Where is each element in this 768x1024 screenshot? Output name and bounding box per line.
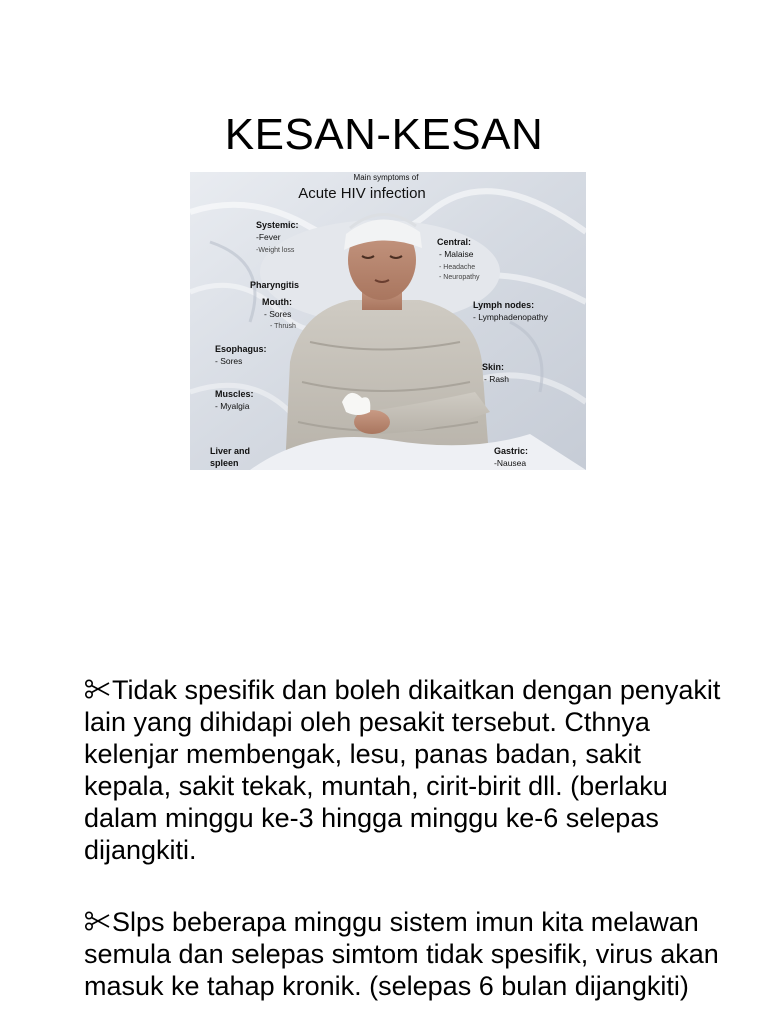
label-mouth: Mouth: (262, 297, 292, 307)
label-muscles-myalgia: - Myalgia (215, 401, 250, 411)
slide-title: KESAN-KESAN (224, 110, 544, 159)
label-esophagus-sores: - Sores (215, 356, 243, 366)
bullet-item (84, 674, 724, 866)
label-muscles: Muscles: (215, 389, 254, 399)
label-skin: Skin: (482, 362, 505, 372)
label-systemic-fever: -Fever (256, 232, 281, 242)
label-gastric: Gastric: (494, 446, 529, 456)
label-central: Central: (437, 237, 472, 247)
figure-caption-title: Acute HIV infection (298, 185, 426, 202)
label-liver: Liver and (210, 446, 251, 456)
hiv-symptoms-illustration (190, 172, 586, 470)
label-lymphadenopathy: - Lymphadenopathy (473, 312, 548, 322)
hiv-symptoms-photo (190, 172, 586, 470)
label-lymph-nodes: Lymph nodes: (473, 300, 535, 310)
label-central-neuropathy: - Neuropathy (439, 274, 480, 281)
label-gastric-nausea: -Nausea (494, 458, 527, 468)
label-central-headache: - Headache (439, 264, 476, 271)
scissors-bullet-icon (84, 911, 110, 931)
scissors-bullet-icon (84, 679, 110, 699)
label-mouth-sores: - Sores (264, 309, 292, 319)
label-systemic: Systemic: (256, 220, 299, 230)
bullet-text: Tidak spesifik dan boleh dikaitkan dengan penyakit lain yang dihidapi oleh pesakit tersebut. Cthnya kelenjar membengak, lesu, panas badan, sakit kepala, sakit tekak, muntah, cirit-birit dll. (berlaku dalam minggu ke-3 hingga minggu ke-6 selepas dijangkiti. (84, 675, 721, 865)
label-mouth-thrush: - Thrush (270, 323, 296, 330)
label-pharyngitis: Pharyngitis (250, 280, 300, 290)
label-central-malaise: - Malaise (439, 249, 474, 259)
label-spleen: spleen (210, 458, 239, 468)
bullet-text: Slps beberapa minggu sistem imun kita melawan semula dan selepas simtom tidak spesifik, virus akan masuk ke tahap kronik. (selepas 6 bulan dijangkiti) (84, 907, 719, 1001)
label-systemic-weight: -Weight loss (256, 247, 295, 254)
bullet-list (84, 674, 724, 1024)
bullet-item (84, 906, 724, 1002)
figure-caption-small: Main symptoms of (353, 173, 419, 182)
label-esophagus: Esophagus: (215, 344, 267, 354)
label-skin-rash: - Rash (484, 374, 510, 384)
